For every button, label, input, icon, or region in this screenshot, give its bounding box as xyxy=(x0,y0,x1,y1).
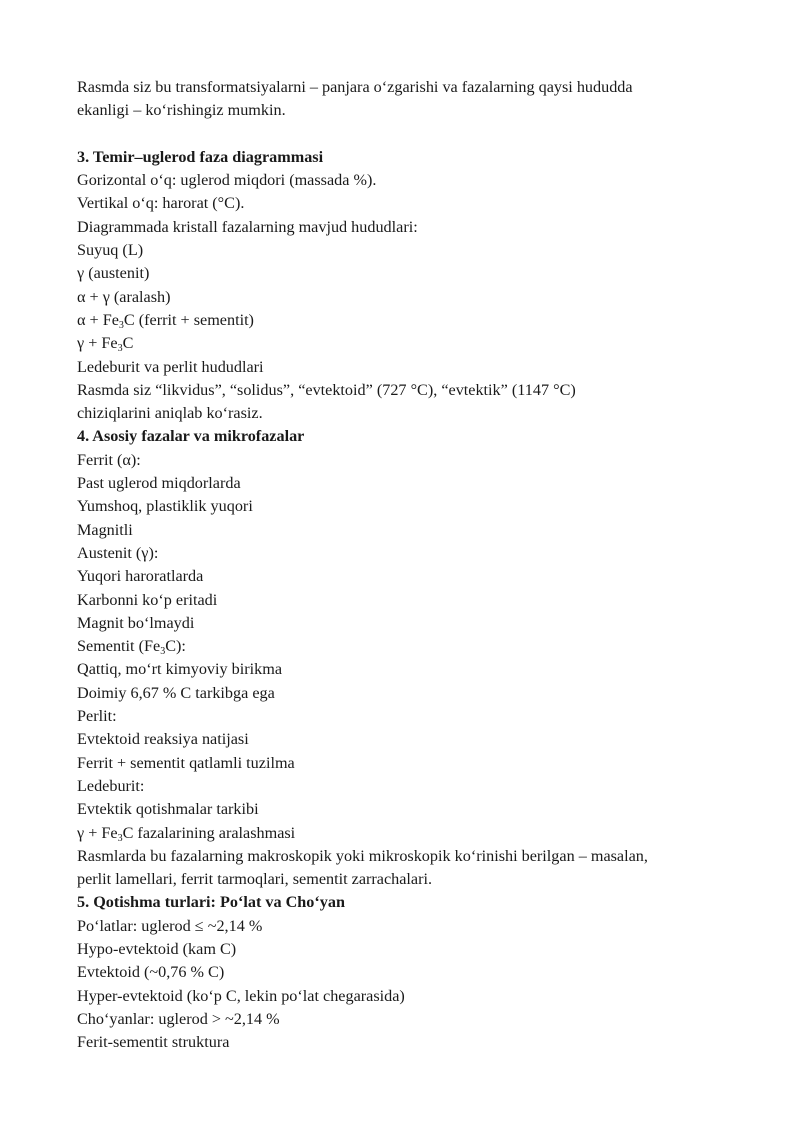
phase-ledeburite: Ledeburit: xyxy=(77,776,145,795)
subscript: 3 xyxy=(160,646,166,658)
region-gamma-fe3c xyxy=(77,332,767,355)
vertical-axis-text: Vertikal o‘q: harorat (°C). xyxy=(77,194,245,213)
formula-text: γ + Fe xyxy=(77,334,118,353)
pearlite-property: Evtektoid reaksiya natijasi xyxy=(77,730,249,749)
cast-irons-line: Cho‘yanlar: uglerod > ~2,14 % xyxy=(77,1009,280,1028)
subscript: 3 xyxy=(118,319,124,331)
section-3-heading: 3. Temir–uglerod faza diagrammasi xyxy=(77,147,324,166)
section-4-heading: 4. Asosiy fazalar va mikrofazalar xyxy=(77,427,305,446)
ferrite-property: Magnitli xyxy=(77,520,133,539)
formula-text: C (ferrit + sementit) xyxy=(123,310,254,329)
pearlite-property: Ferrit + sementit qatlamli tuzilma xyxy=(77,753,295,772)
phase-pearlite: Perlit: xyxy=(77,707,117,726)
formula-text: Sementit (Fe xyxy=(77,637,161,656)
region-alpha-fe3c xyxy=(77,309,767,332)
phase-ferrite: Ferrit (α): xyxy=(77,450,141,469)
lines-sentence-2: chiziqlarini aniqlab ko‘rasiz. xyxy=(77,404,263,423)
horizontal-axis-text: Gorizontal o‘q: uglerod miqdori (massada %). xyxy=(77,171,377,190)
austenite-property: Magnit bo‘lmaydi xyxy=(77,613,195,632)
ledeburite-property xyxy=(77,822,767,845)
cementite-property: Doimiy 6,67 % C tarkibga ega xyxy=(77,683,275,702)
intro-line-2: ekanligi – ko‘rishingiz mumkin. xyxy=(77,101,286,120)
formula-text: C): xyxy=(165,637,186,656)
phase-austenite: Austenit (γ): xyxy=(77,543,159,562)
section-5-heading: 5. Qotishma turlari: Po‘lat va Cho‘yan xyxy=(77,893,345,912)
steels-line: Po‘latlar: uglerod ≤ ~2,14 % xyxy=(77,916,263,935)
region-liquid: Suyuq (L) xyxy=(77,241,144,260)
ferrite-cementite-line: Ferit-sementit struktura xyxy=(77,1033,230,1052)
eutectoid-line: Evtektoid (~0,76 % C) xyxy=(77,963,225,982)
summary-line-1: Rasmlarda bu fazalarning makroskopik yoki mikroskopik ko‘rinishi berilgan – masalan, xyxy=(77,846,648,865)
ferrite-property: Past uglerod miqdorlarda xyxy=(77,474,241,493)
cementite-property: Qattiq, mo‘rt kimyoviy birikma xyxy=(77,660,283,679)
phase-cementite xyxy=(77,635,767,658)
austenite-property: Karbonni ko‘p eritadi xyxy=(77,590,218,609)
ferrite-property: Yumshoq, plastiklik yuqori xyxy=(77,497,253,516)
summary-line-2: perlit lamellari, ferrit tarmoqlari, sementit zarrachalari. xyxy=(77,870,433,889)
subscript: 3 xyxy=(117,832,123,844)
formula-text: γ + Fe xyxy=(77,823,118,842)
hypo-eutectoid-line: Hypo-evtektoid (kam C) xyxy=(77,939,237,958)
subscript: 3 xyxy=(117,343,123,355)
formula-text: α + Fe xyxy=(77,310,119,329)
austenite-property: Yuqori haroratlarda xyxy=(77,567,204,586)
regions-intro: Diagrammada kristall fazalarning mavjud hududlari: xyxy=(77,217,418,236)
region-austenite: γ (austenit) xyxy=(77,264,150,283)
document-page xyxy=(77,76,767,1054)
paragraph-gap xyxy=(77,123,767,146)
formula-text: C fazalarining aralashmasi xyxy=(122,823,296,842)
intro-line-1: Rasmda siz bu transformatsiyalarni – panjara o‘zgarishi va fazalarning qaysi hududda xyxy=(77,78,633,96)
lines-sentence-1: Rasmda siz “likvidus”, “solidus”, “evtektoid” (727 °C), “evtektik” (1147 °C) xyxy=(77,380,576,399)
region-ledeburite-pearlite: Ledeburit va perlit hududlari xyxy=(77,357,264,376)
region-alpha-gamma: α + γ (aralash) xyxy=(77,287,171,306)
formula-text: C xyxy=(122,334,134,353)
hyper-eutectoid-line: Hyper-evtektoid (ko‘p C, lekin po‘lat chegarasida) xyxy=(77,986,405,1005)
ledeburite-property: Evtektik qotishmalar tarkibi xyxy=(77,800,259,819)
